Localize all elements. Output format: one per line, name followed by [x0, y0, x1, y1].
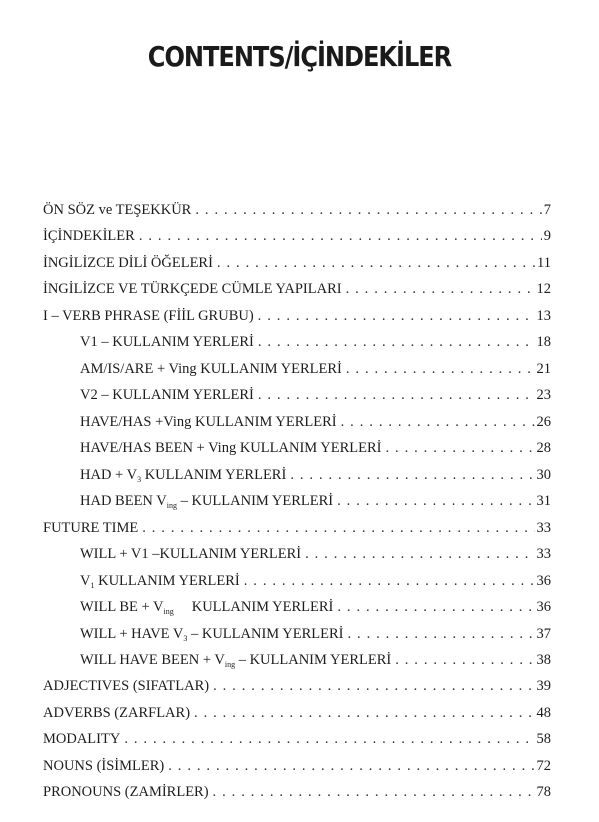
- toc-entry[interactable]: [43, 673, 551, 699]
- dot-leader: [244, 568, 535, 594]
- dot-leader: [195, 197, 541, 223]
- subscript: 1: [90, 580, 95, 590]
- dot-leader: [258, 303, 535, 329]
- toc-entry-page: 21: [536, 360, 551, 377]
- toc-entry-page: 31: [536, 493, 551, 510]
- toc-entry-title: [80, 488, 337, 514]
- dot-leader: [142, 515, 534, 541]
- title-text: HAD BEEN V: [80, 493, 167, 510]
- toc-entry-title: [80, 568, 244, 594]
- toc-entry-title: ADVERBS (ZARFLAR): [43, 704, 191, 721]
- subscript: 3: [137, 474, 142, 484]
- dot-leader: [213, 779, 535, 805]
- subscript: ing: [224, 659, 236, 669]
- toc-entry-page: 33: [536, 546, 551, 563]
- toc-entry[interactable]: [43, 276, 551, 302]
- toc-entry-page: 26: [536, 413, 551, 430]
- toc-entry-title: I – VERB PHRASE (FİİL GRUBU): [43, 307, 254, 324]
- toc-entry-page: 18: [536, 334, 551, 351]
- toc-entry-page: 36: [536, 599, 551, 616]
- toc-subentry[interactable]: [43, 541, 551, 567]
- toc-entry[interactable]: [43, 223, 551, 249]
- title-text: WILL HAVE BEEN + V: [80, 651, 225, 668]
- toc-subentry[interactable]: [43, 568, 551, 594]
- toc-entry[interactable]: [43, 779, 551, 805]
- toc-entry-title: MODALITY: [43, 731, 121, 748]
- toc-subentry[interactable]: [43, 382, 551, 408]
- toc-entry-page: 11: [537, 254, 551, 271]
- dot-leader: [217, 250, 535, 276]
- subscript: ing: [166, 501, 177, 511]
- toc-subentry[interactable]: [43, 621, 551, 647]
- toc-entry-title: AM/IS/ARE + Ving KULLANIM YERLERİ: [80, 360, 342, 377]
- toc-entry[interactable]: [43, 197, 551, 223]
- title-text: V: [80, 572, 91, 589]
- toc-subentry[interactable]: [43, 409, 551, 435]
- dot-leader: [290, 462, 534, 488]
- toc-entry-title: HAVE/HAS +Ving KULLANIM YERLERİ: [80, 413, 337, 430]
- toc-entry[interactable]: [43, 250, 551, 276]
- toc-entry-title: ÖN SÖZ ve TEŞEKKÜR: [43, 202, 192, 218]
- toc-entry-page: 38: [536, 651, 551, 668]
- toc-entry-title: FUTURE TIME: [43, 519, 139, 536]
- toc-entry-page: 37: [536, 625, 551, 642]
- toc-entry-title: [80, 462, 290, 488]
- toc-subentry[interactable]: [43, 462, 551, 488]
- toc-entry-page: 78: [536, 784, 551, 801]
- dot-leader: [194, 700, 534, 726]
- toc-entry-page: 39: [536, 678, 551, 695]
- toc-entry[interactable]: [43, 515, 551, 541]
- toc-entry-title: [80, 647, 395, 673]
- title-text: WILL BE + V: [80, 599, 164, 616]
- dot-leader: [347, 621, 534, 647]
- dot-leader: [395, 647, 534, 673]
- toc-entry[interactable]: [43, 700, 551, 726]
- title-text: KULLANIM YERLERİ: [94, 572, 240, 589]
- title-text: KULLANIM YERLERİ: [191, 599, 334, 616]
- dot-leader: [258, 329, 535, 355]
- toc-entry-title: [80, 621, 347, 647]
- toc-entry-page: 7: [543, 202, 551, 218]
- toc-entry-page: 28: [536, 440, 551, 457]
- toc-subentry[interactable]: [43, 488, 551, 514]
- subscript: 3: [183, 633, 188, 643]
- subscript: ing: [163, 607, 174, 617]
- toc-entry-page: 30: [536, 466, 551, 483]
- title-text: – KULLANIM YERLERİ: [187, 625, 344, 642]
- toc-entry-title: İNGİLİZCE DİLİ ÖĞELERİ: [43, 254, 213, 271]
- page-title: CONTENTS/İÇİNDEKİLER: [147, 40, 452, 73]
- toc-entry-page: 9: [543, 228, 551, 245]
- toc-entry-page: 12: [536, 281, 551, 298]
- title-text: – KULLANIM YERLERİ: [176, 493, 334, 510]
- toc-entry-page: 36: [536, 572, 551, 589]
- title-text: KULLANIM YERLERİ: [141, 466, 287, 483]
- toc-subentry[interactable]: [43, 435, 551, 461]
- toc-subentry[interactable]: [43, 594, 551, 620]
- toc-subentry[interactable]: [43, 329, 551, 355]
- toc-entry-title: PRONOUNS (ZAMİRLER): [43, 784, 209, 801]
- toc-entry-page: 48: [536, 704, 551, 721]
- dot-leader: [139, 223, 542, 249]
- toc-subentry[interactable]: [43, 647, 551, 673]
- toc-entry-title: HAVE/HAS BEEN + Ving KULLANIM YERLERİ: [80, 440, 382, 457]
- dot-leader: [168, 753, 534, 779]
- dot-leader: [341, 409, 535, 435]
- toc-entry-page: 33: [536, 519, 551, 536]
- toc-entry-title: İNGİLİZCE VE TÜRKÇEDE CÜMLE YAPILARI: [43, 281, 342, 298]
- table-of-contents: [43, 197, 551, 806]
- toc-entry[interactable]: [43, 753, 551, 779]
- toc-entry[interactable]: [43, 726, 551, 752]
- toc-entry-page: 13: [536, 307, 551, 324]
- dot-leader: [124, 726, 534, 752]
- toc-subentry[interactable]: [43, 356, 551, 382]
- title-text: – KULLANIM YERLERİ: [235, 651, 392, 668]
- toc-entry-page: 58: [536, 731, 551, 748]
- toc-entry-title: İÇİNDEKİLER: [43, 228, 135, 245]
- dot-leader: [346, 276, 535, 302]
- dot-leader: [305, 541, 534, 567]
- dot-leader: [337, 488, 534, 514]
- title-text: WILL + HAVE V: [80, 625, 184, 642]
- toc-entry-title: [80, 594, 337, 620]
- toc-entry-title: V2 – KULLANIM YERLERİ: [80, 387, 254, 404]
- dot-leader: [337, 594, 534, 620]
- toc-entry-title: V1 – KULLANIM YERLERİ: [80, 334, 254, 351]
- toc-entry-page: 23: [536, 387, 551, 404]
- title-text: HAD + V: [80, 466, 138, 483]
- toc-entry-title: ADJECTIVES (SIFATLAR): [43, 678, 210, 695]
- dot-leader: [213, 673, 534, 699]
- toc-entry-title: WILL + V1 –KULLANIM YERLERİ: [80, 546, 302, 563]
- toc-entry[interactable]: [43, 303, 551, 329]
- dot-leader: [258, 382, 535, 408]
- dot-leader: [385, 435, 534, 461]
- toc-entry-title: NOUNS (İSİMLER): [43, 757, 165, 774]
- toc-entry-page: 72: [536, 757, 551, 774]
- dot-leader: [346, 356, 535, 382]
